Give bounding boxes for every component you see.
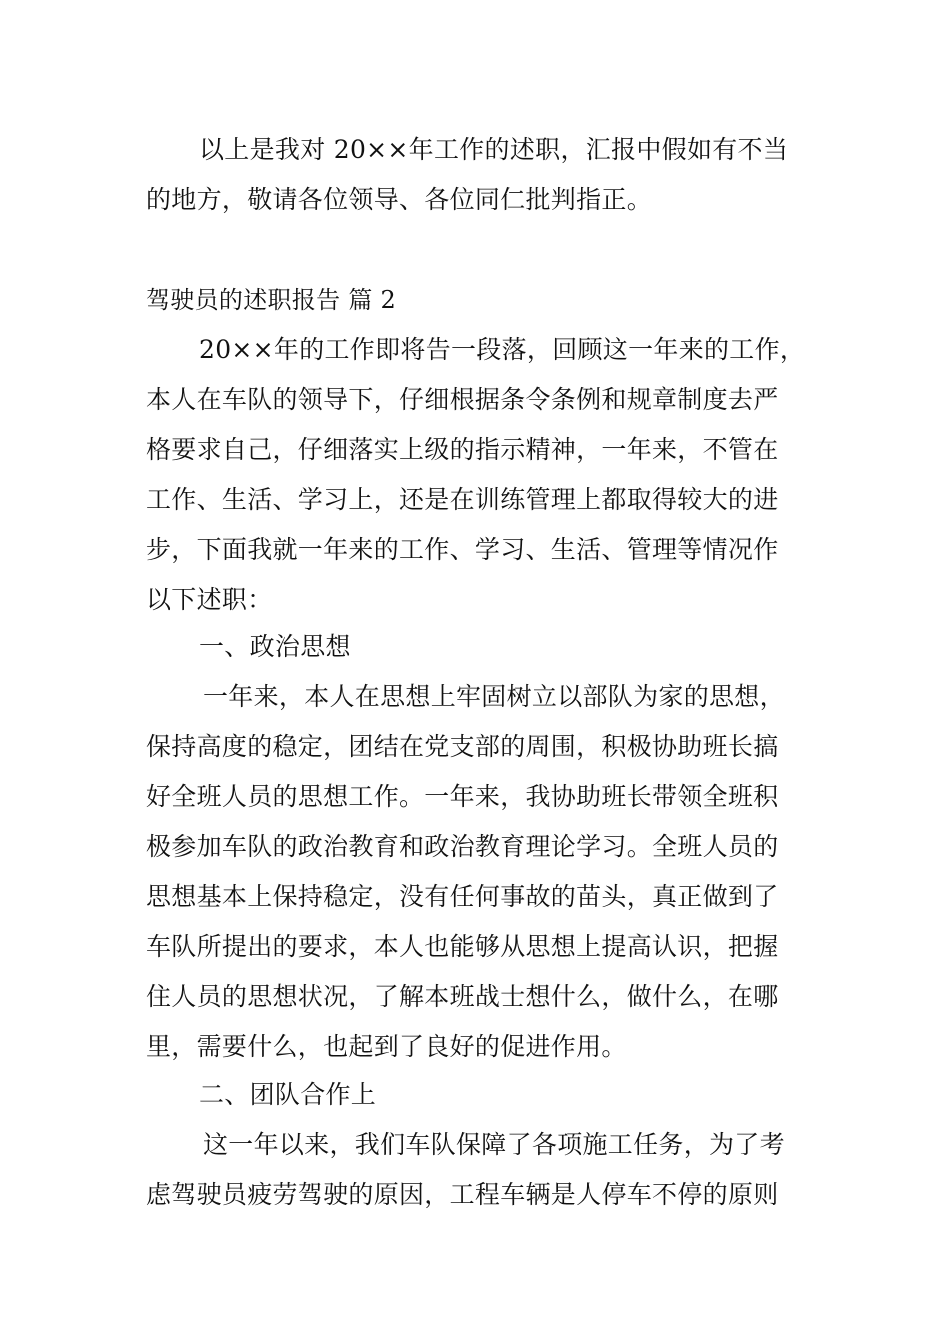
closing-paragraph-line-1: 以上是我对 20××年工作的述职，汇报中假如有不当 <box>199 135 789 164</box>
section1-paragraph-line-3: 好全班人员的思想工作。一年来，我协助班长带领全班积 <box>146 782 779 811</box>
intro-paragraph-line-6: 以下述职： <box>146 585 273 614</box>
section1-paragraph-line-8: 里，需要什么，也起到了良好的促进作用。 <box>146 1032 627 1061</box>
closing-paragraph-line-2: 的地方，敬请各位领导、各位同仁批判指正。 <box>146 185 653 214</box>
report-heading: 驾驶员的述职报告 篇 2 <box>146 286 397 314</box>
section2-paragraph-line-1: 这一年以来，我们车队保障了各项施工任务，为了考 <box>203 1130 785 1159</box>
section2-paragraph-line-2: 虑驾驶员疲劳驾驶的原因，工程车辆是人停车不停的原则 <box>146 1180 779 1209</box>
section1-paragraph-line-2: 保持高度的稳定，团结在党支部的周围，积极协助班长搞 <box>146 732 779 761</box>
section1-paragraph-line-7: 住人员的思想状况，了解本班战士想什么，做什么，在哪 <box>146 982 779 1011</box>
section1-paragraph-line-5: 思想基本上保持稳定，没有任何事故的苗头，真正做到了 <box>146 882 779 911</box>
intro-paragraph-line-4: 工作、生活、学习上，还是在训练管理上都取得较大的进 <box>146 485 779 514</box>
section2-title: 二、团队合作上 <box>199 1080 377 1109</box>
intro-paragraph-line-1: 20××年的工作即将告一段落，回顾这一年来的工作， <box>199 335 806 364</box>
section1-paragraph-line-1: 一年来，本人在思想上牢固树立以部队为家的思想， <box>203 682 785 711</box>
section1-title: 一、政治思想 <box>199 632 351 661</box>
section1-paragraph-line-4: 极参加车队的政治教育和政治教育理论学习。全班人员的 <box>146 832 779 861</box>
intro-paragraph-line-3: 格要求自己，仔细落实上级的指示精神，一年来，不管在 <box>146 435 779 464</box>
section1-paragraph-line-6: 车队所提出的要求，本人也能够从思想上提高认识，把握 <box>146 932 779 961</box>
intro-paragraph-line-2: 本人在车队的领导下，仔细根据条令条例和规章制度去严 <box>146 385 779 414</box>
intro-paragraph-line-5: 步，下面我就一年来的工作、学习、生活、管理等情况作 <box>146 535 779 564</box>
